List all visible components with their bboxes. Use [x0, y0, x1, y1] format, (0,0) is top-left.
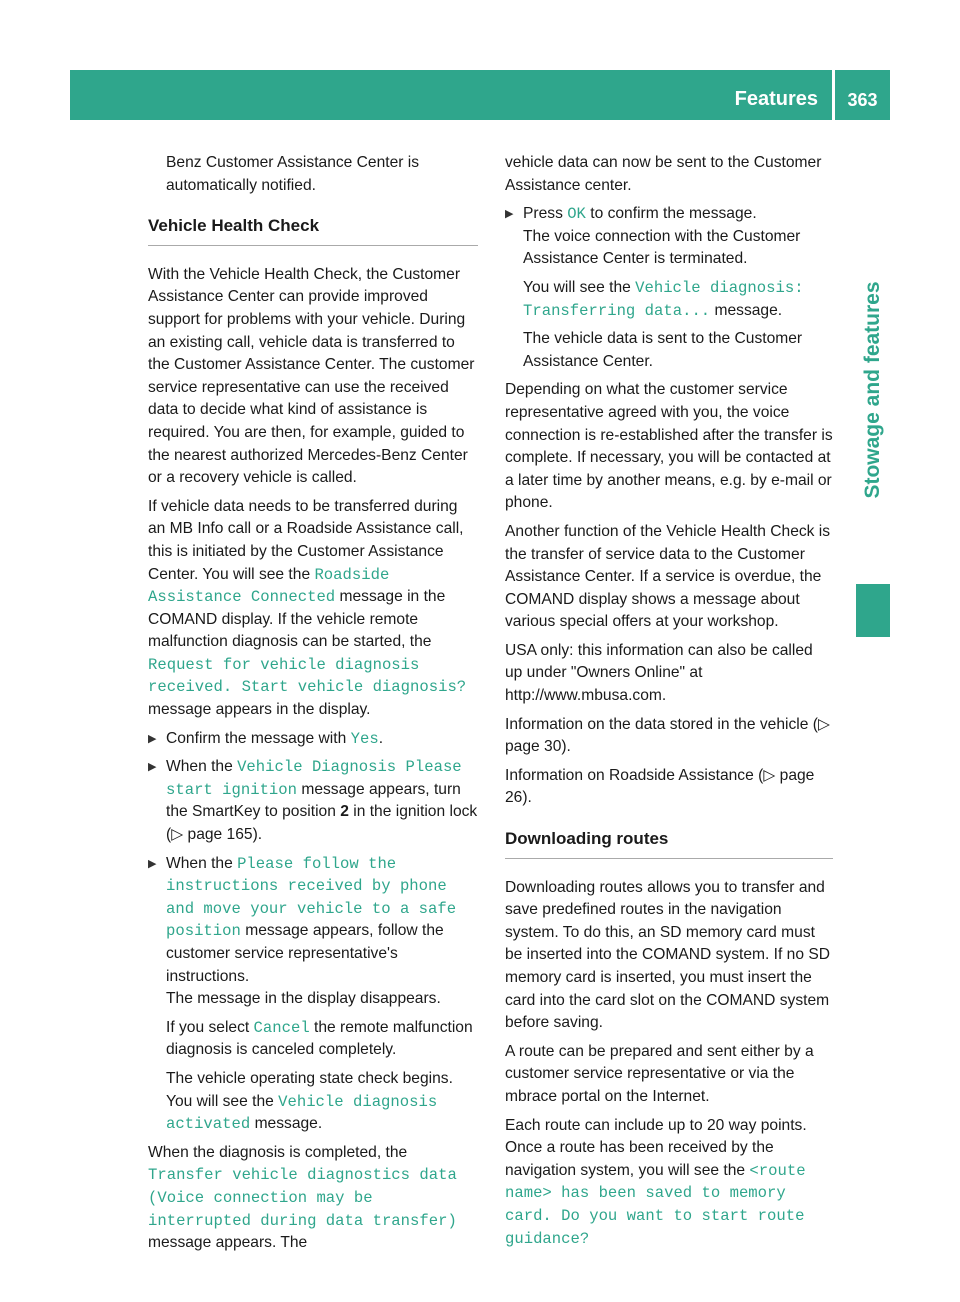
step-arrow-icon: ▶	[505, 208, 514, 221]
paragraph: If you select Cancel the remote malfunction diagnosis is canceled completely.	[166, 1018, 473, 1059]
paragraph: You will see the Vehicle diagnosis: Transferring data... message.	[523, 278, 804, 320]
side-tab	[856, 130, 890, 650]
paragraph: If vehicle data needs to be transferred during an MB Info call or a Roadside Assistance call, this is initiated by the Customer Assistance Center. You will see the Roadside Assistance Connected message in the COMAND display. If the vehicle remote malfunction diagnosis can be started, the Request for vehicle diagnosis received. Start vehicle diagnosis? message appears in the display.	[148, 497, 467, 719]
paragraph: USA only: this information can also be called up under "Owners Online" at http://www.mbusa.com.	[505, 641, 813, 705]
paragraph: When the diagnosis is completed, the Transfer vehicle diagnostics data (Voice connection may be interrupted during data transfer) message appears. The	[148, 1143, 457, 1252]
paragraph: Depending on what the customer service representative agreed with you, the voice connection is re-established after the transfer is complete. If necessary, you will be contacted at a later time by another means, e.g. by e-mail or phone.	[505, 381, 833, 512]
display-message: Yes	[350, 729, 379, 748]
paragraph: Information on Roadside Assistance (▷ page 26).	[505, 766, 815, 807]
paragraph: Another function of the Vehicle Health Check is the transfer of service data to the Customer Assistance Center. If a service is overdue, the COMAND display shows a message about various special offers at your workshop.	[505, 522, 831, 631]
section-heading-downloading-routes: Downloading routes	[505, 828, 833, 859]
instruction-step: ▶ Confirm the message with Yes.	[148, 728, 478, 751]
instruction-step: ▶ Press OK to confirm the message. The voice connection with the Customer Assistance Center is terminated.	[505, 205, 801, 268]
display-message: Please follow the instructions received by phone and move your vehicle to a safe position	[166, 854, 457, 941]
side-tab-marker	[856, 584, 890, 637]
header-bar	[70, 70, 832, 120]
display-message: Vehicle diagnosis activated	[166, 1092, 438, 1134]
step-arrow-icon: ▶	[148, 857, 157, 870]
display-message: <route name> has been saved to memory card. Do you want to start route guidance?	[505, 1161, 806, 1248]
paragraph: Benz Customer Assistance Center is automatically notified.	[166, 154, 420, 194]
paragraph: Information on the data stored in the vehicle (▷ page 30).	[505, 715, 830, 756]
display-message: Transfer vehicle diagnostics data (Voice connection may be interrupted during data transfer)	[148, 1166, 457, 1230]
display-message: Vehicle diagnosis: Transferring data...	[523, 278, 804, 320]
paragraph: The vehicle data is sent to the Customer Assistance Center.	[523, 330, 803, 370]
page-number: 363	[847, 90, 878, 110]
paragraph: vehicle data can now be sent to the Customer Assistance center.	[505, 154, 822, 194]
right-column	[505, 152, 833, 1256]
display-message: Roadside Assistance Connected	[148, 565, 390, 607]
header-title: Features	[734, 88, 818, 110]
page-reference-icon: ▷	[763, 766, 776, 784]
display-message: Vehicle Diagnosis Please start ignition	[166, 758, 462, 799]
paragraph: With the Vehicle Health Check, the Customer Assistance Center can provide improved support for problems with your vehicle. During an existing call, vehicle data is transferred to the Customer Assistance Center. The customer service representative can use the received data to decide what kind of assistance is required. You are then, for example, guided to the nearest authorized Mercedes-Benz Center or a recovery vehicle is called.	[148, 265, 475, 487]
instruction-step: ▶ When the Vehicle Diagnosis Please start ignition message appears, turn the SmartKey to position 2 in the ignition lock (▷ page 165).	[148, 758, 478, 844]
paragraph: Downloading routes allows you to transfer and save predefined routes in the navigation system. To do this, an SD memory card must be inserted into the COMAND system. If no SD memory card is inserted, you must insert the card into the card slot on the COMAND system before saving.	[505, 878, 830, 1032]
paragraph: The vehicle operating state check begins. You will see the Vehicle diagnosis activated message.	[166, 1069, 453, 1134]
display-message: Cancel	[253, 1018, 310, 1037]
page-reference-icon: ▷	[817, 715, 830, 733]
display-message: Request for vehicle diagnosis received. Start vehicle diagnosis?	[148, 655, 467, 697]
section-heading-vehicle-health-check: Vehicle Health Check	[148, 215, 478, 246]
side-tab-label: Stowage and features	[861, 281, 884, 499]
step-arrow-icon: ▶	[148, 732, 157, 745]
left-column	[148, 152, 478, 1261]
paragraph: Each route can include up to 20 way points. Once a route has been received by the navigation system, you will see the <route name> has been saved to memory card. Do you want to start route guidance?	[505, 1116, 807, 1248]
display-message: OK	[567, 205, 586, 224]
paragraph: A route can be prepared and sent either by a customer service representative or via the mbrace portal on the Internet.	[505, 1042, 814, 1105]
page-reference-icon: ▷	[171, 826, 184, 844]
instruction-step: ▶ When the Please follow the instructions received by phone and move your vehicle to a safe position message appears, follow the customer service representative's instructions. The message in the display disappears.	[148, 854, 457, 1008]
step-arrow-icon: ▶	[148, 761, 157, 774]
